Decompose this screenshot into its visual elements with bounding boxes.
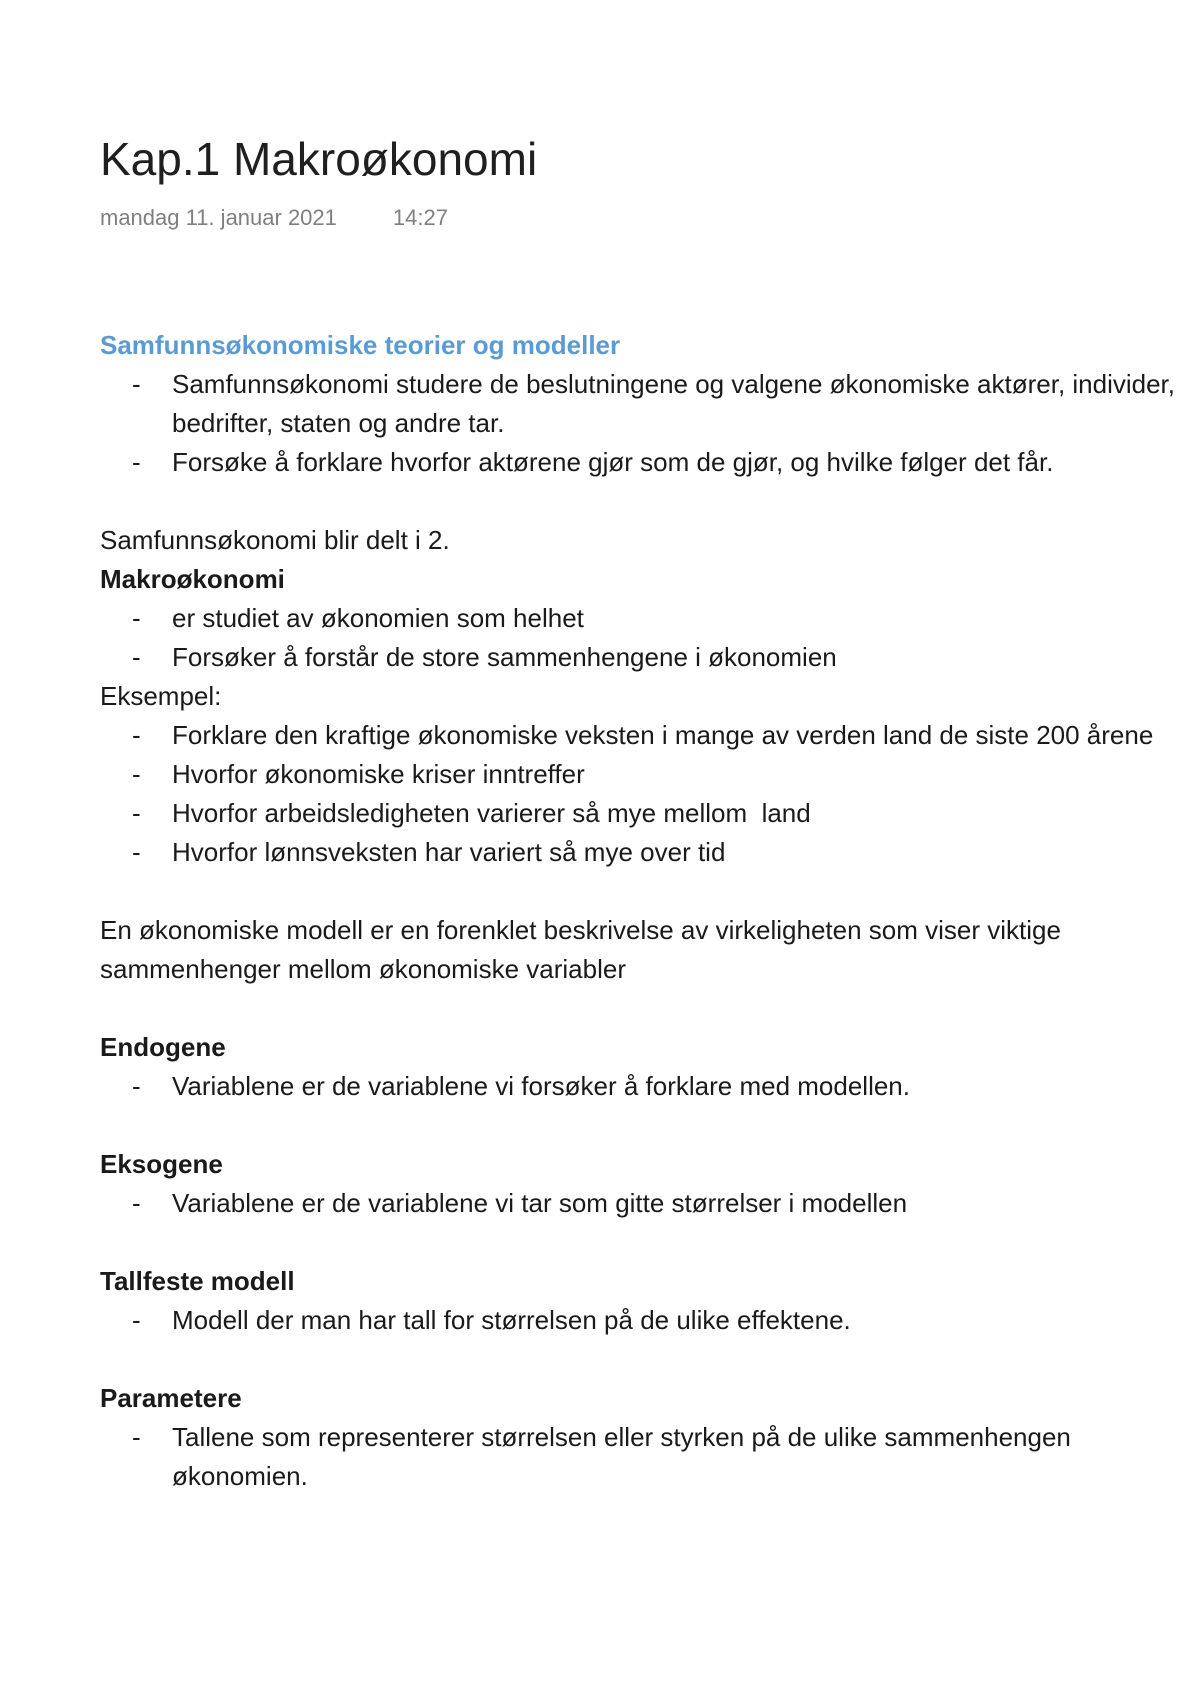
list-item: - Forklare den kraftige økonomiske veksten i mange av verden land de siste 200 årene	[100, 716, 1190, 755]
bullet-dash: -	[132, 1305, 141, 1335]
bullet-dash: -	[132, 1422, 141, 1452]
endogene-list	[100, 1067, 1190, 1106]
section-heading-intro: Samfunnsøkonomiske teorier og modeller	[100, 330, 621, 360]
section-heading-macro: Makroøkonomi	[100, 564, 285, 594]
bullet-dash: -	[132, 369, 141, 399]
section-heading-tallfeste: Tallfeste modell	[100, 1266, 295, 1296]
bullet-dash: -	[132, 720, 141, 750]
bullet-dash: -	[132, 837, 141, 867]
section-heading-eksogene: Eksogene	[100, 1149, 223, 1179]
list-item: - Variablene er de variablene vi forsøker å forklare med modellen.	[100, 1067, 1190, 1106]
note-body[interactable]	[100, 326, 1190, 1496]
bullet-dash: -	[132, 798, 141, 828]
parametere-list	[100, 1418, 1190, 1496]
bullet-dash: -	[132, 1071, 141, 1101]
page-title[interactable]: Kap.1 Makroøkonomi	[100, 133, 538, 185]
eksogene-list	[100, 1184, 1190, 1223]
list-item: - er studiet av økonomien som helhet	[100, 599, 1190, 638]
intro-list	[100, 365, 1190, 482]
list-item: - Forsøker å forstår de store sammenhengene i økonomien	[100, 638, 1190, 677]
list-item: - Samfunnsøkonomi studere de beslutningene og valgene økonomiske aktører, individer, bedrifter, staten og andre tar.	[100, 365, 1190, 443]
example-list	[100, 716, 1190, 872]
list-item: - Tallene som representerer størrelsen eller styrken på de ulike sammenhengen økonomien.	[100, 1418, 1190, 1496]
note-date: mandag 11. januar 2021	[100, 205, 337, 230]
split-text: Samfunnsøkonomi blir delt i 2.	[100, 525, 450, 555]
example-label: Eksempel:	[100, 681, 222, 711]
list-item: - Variablene er de variablene vi tar som gitte størrelser i modellen	[100, 1184, 1190, 1223]
list-item: - Hvorfor økonomiske kriser inntreffer	[100, 755, 1190, 794]
list-item: - Hvorfor arbeidsledigheten varierer så mye mellom land	[100, 794, 1190, 833]
list-item: - Modell der man har tall for størrelsen på de ulike effektene.	[100, 1301, 1190, 1340]
bullet-dash: -	[132, 603, 141, 633]
bullet-dash: -	[132, 642, 141, 672]
list-item: - Hvorfor lønnsveksten har variert så mye over tid	[100, 833, 1190, 872]
note-meta	[100, 205, 448, 231]
list-item: - Forsøke å forklare hvorfor aktørene gjør som de gjør, og hvilke følger det får.	[100, 443, 1190, 482]
section-heading-parametere: Parametere	[100, 1383, 242, 1413]
macro-list	[100, 599, 1190, 677]
bullet-dash: -	[132, 1188, 141, 1218]
model-definition: En økonomiske modell er en forenklet beskrivelse av virkeligheten som viser viktige sammenhenger mellom økonomiske variabler	[100, 915, 1061, 984]
tallfeste-list	[100, 1301, 1190, 1340]
note-time: 14:27	[392, 205, 448, 230]
section-heading-endogene: Endogene	[100, 1032, 226, 1062]
bullet-dash: -	[132, 759, 141, 789]
bullet-dash: -	[132, 447, 141, 477]
